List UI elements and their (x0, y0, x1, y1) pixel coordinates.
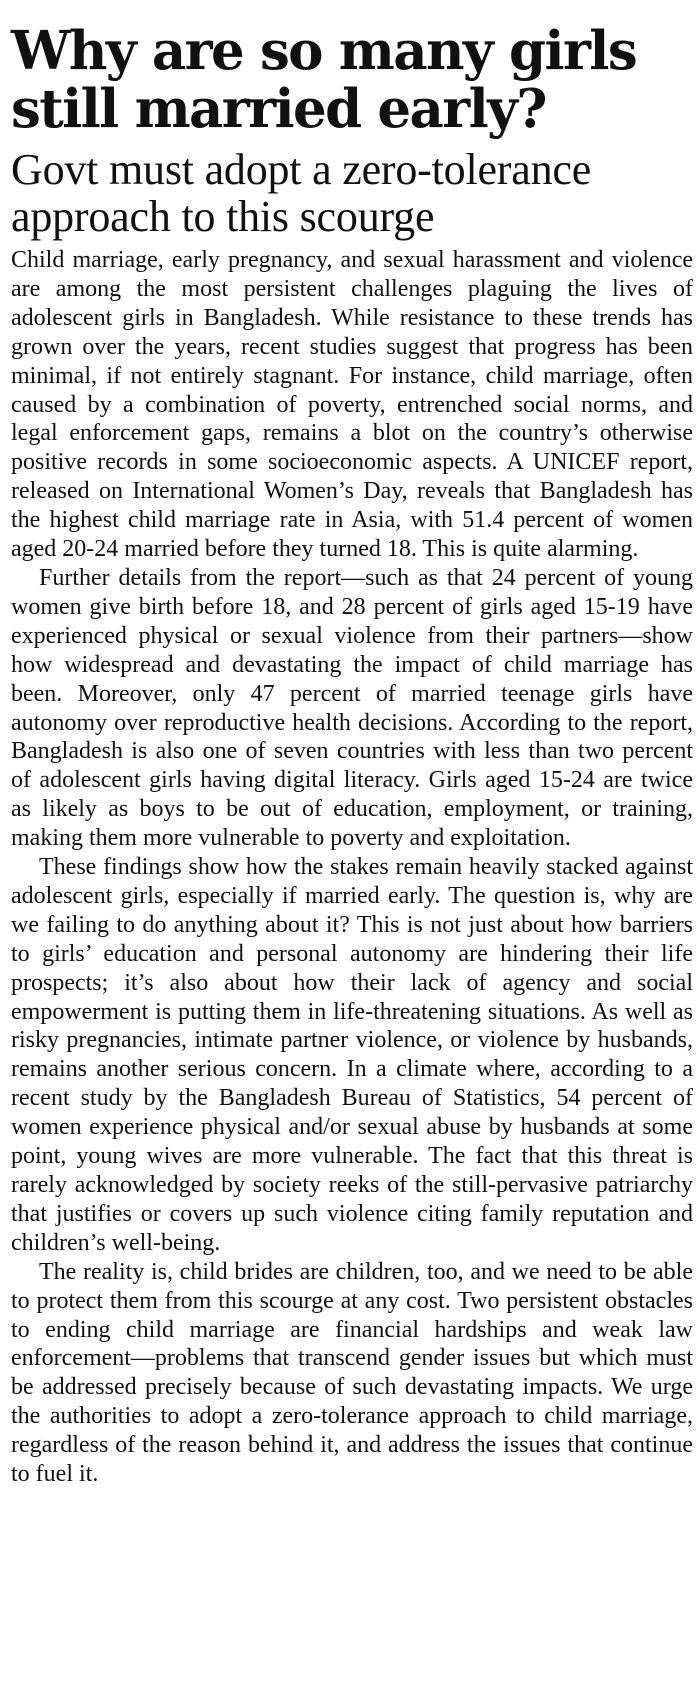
paragraph-2: Further details from the report—such as that 24 percent of young women give birth before 18, and 28 percent of girls aged 15-19 have experienced physical or sexual violence from their partners—show how widespread and devastating the impact of child marriage has been. Moreover, only 47 percent of married teenage girls have autonomy over reproductive health decisions. According to the report, Bangladesh is also one of seven countries with less than two percent of adolescent girls having digital literacy. Girls aged 15-24 are twice as likely as boys to be out of education, employment, or training, making them more vulnerable to poverty and exploitation. (11, 564, 693, 852)
paragraph-1: Child marriage, early pregnancy, and sexual harassment and violence are among the most persistent challenges plaguing the lives of adolescent girls in Bangladesh. While resistance to these trends has grown over the years, recent studies suggest that progress has been minimal, if not entirely stagnant. For instance, child marriage, often caused by a combination of poverty, entrenched social norms, and legal enforcement gaps, remains a blot on the country’s otherwise positive records in some socioeconomic aspects. A UNICEF report, released on International Women’s Day, reveals that Bangladesh has the highest child marriage rate in Asia, with 51.4 percent of women aged 20-24 married before they turned 18. This is quite alarming. (11, 247, 693, 563)
editorial-article (11, 22, 693, 1489)
article-body (11, 246, 693, 1489)
paragraph-3: These findings show how the stakes remain heavily stacked against adolescent girls, especially if married early. The question is, why are we failing to do anything about it? This is not just about how barriers to girls’ education and personal autonomy are hindering their life prospects; it’s also about how their lack of agency and social empowerment is putting them in life-threatening situations. As well as risky pregnancies, intimate partner violence, or violence by husbands, remains another serious concern. In a climate where, according to a recent study by the Bangladesh Bureau of Statistics, 54 percent of women experience physical and/or sexual abuse by husbands at some point, young wives are more vulnerable. The fact that this threat is rarely acknowledged by society reeks of the still-pervasive patriarchy that justifies or covers up such violence citing family reputation and children’s well-being. (11, 854, 693, 1256)
headline: Why are so many girls still married early? (11, 20, 637, 140)
paragraph-4: The reality is, child brides are children, too, and we need to be able to protect them from this scourge at any cost. Two persistent obstacles to ending child marriage are financial hardships and weak law enforcement—problems that transcend gender issues but which must be addressed precisely because of such devastating impacts. We urge the authorities to adopt a zero-tolerance approach to child marriage, regardless of the reason behind it, and address the issues that continue to fuel it. (11, 1258, 693, 1488)
subheadline: Govt must adopt a zero-tolerance approach to this scourge (11, 145, 592, 241)
